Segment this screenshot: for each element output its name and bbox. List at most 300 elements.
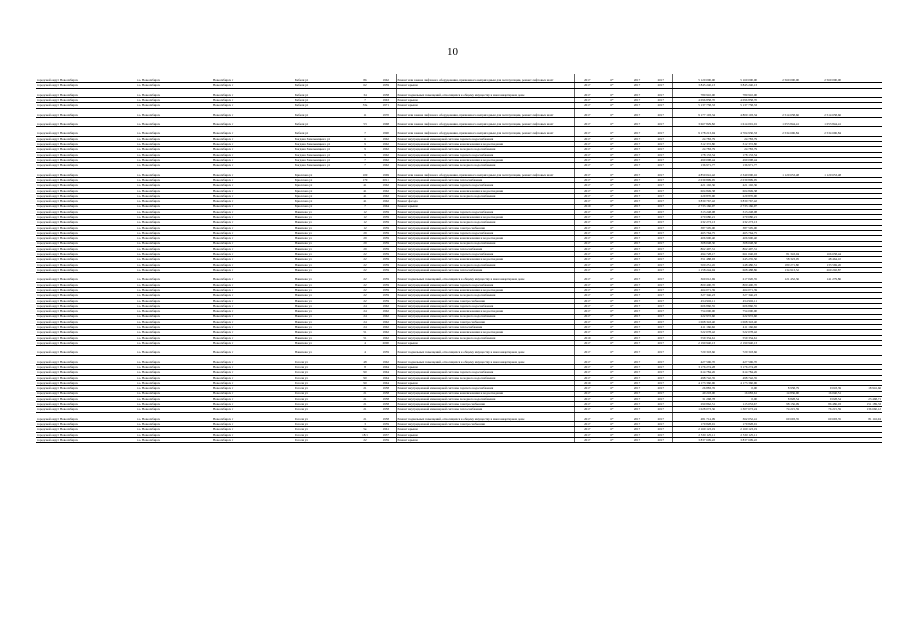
fund-cost-cell: 2 733 166,97 xyxy=(716,204,758,209)
city-cell: г.о. Новосибирск xyxy=(136,158,212,163)
plan-year-cell: 2017 xyxy=(574,375,600,380)
locality-cell: Новосибирск г xyxy=(212,355,294,364)
city-cell: г.о. Новосибирск xyxy=(136,236,212,241)
end-year-cell: 2017 xyxy=(650,136,672,141)
house-cell: 22 xyxy=(354,257,376,262)
street-cell: Бебеля ул xyxy=(294,108,354,117)
municipality-cell: городской округ Новосибирск xyxy=(36,273,136,282)
total-cost-cell: 720 318,66 xyxy=(672,346,716,355)
work-type-cell: Ремонт внутридомовой инженерной системы электроснабжения xyxy=(396,225,574,230)
start-year-cell: 2017 xyxy=(624,178,650,183)
locality-cell: Новосибирск г xyxy=(212,188,294,193)
locality-cell: Новосибирск г xyxy=(212,365,294,370)
work-type-cell: Ремонт внутридомовой инженерной системы горячего водоснабжения xyxy=(396,152,574,157)
budget-cost-cell: 81 343,04 xyxy=(758,252,800,257)
work-type-cell: Ремонт внутридомовой инженерной системы канализования и водоотведения xyxy=(396,215,574,220)
street-cell: Вавилова ул xyxy=(294,309,354,314)
plan-year-cell: 2017 xyxy=(574,103,600,108)
locality-cell: Новосибирск г xyxy=(212,230,294,235)
work-type-cell: Ремонт внутридомовой инженерной системы горячего водоснабжения xyxy=(396,136,574,141)
fund-cost-cell: 24 783,79 xyxy=(716,136,758,141)
city-cell: г.о. Новосибирск xyxy=(136,183,212,188)
work-type-cell: Ремонт крыши xyxy=(396,427,574,432)
street-cell: Гоголя ул xyxy=(294,407,354,412)
street-cell: Вавилова ул xyxy=(294,341,354,346)
total-cost-cell: 500 251,45 xyxy=(672,262,716,267)
work-type-cell: Ремонт внутридомовой инженерной системы холодного водоснабжения xyxy=(396,335,574,340)
house-cell: 7 xyxy=(354,163,376,168)
street-cell: Гоголя ул xyxy=(294,370,354,375)
code-cell: 6* xyxy=(600,230,624,235)
start-year-cell: 2017 xyxy=(624,199,650,204)
plan-year-cell: 2017 xyxy=(574,118,600,127)
house-cell: 90 xyxy=(354,370,376,375)
city-cell: г.о. Новосибирск xyxy=(136,262,212,267)
municipality-cell: городской округ Новосибирск xyxy=(36,396,136,401)
fund-cost-cell: 498 742,35 xyxy=(716,375,758,380)
municipality-cell: городской округ Новосибирск xyxy=(36,365,136,370)
total-cost-cell: 780 910,00 xyxy=(672,88,716,97)
house-cell: 21 xyxy=(354,396,376,401)
year-cell: 1962 xyxy=(376,193,396,198)
budget-cost-cell: 58 323,05 xyxy=(758,257,800,262)
locality-cell: Новосибирск г xyxy=(212,293,294,298)
code-cell: 6* xyxy=(600,370,624,375)
house-cell: 9 xyxy=(354,152,376,157)
code-cell: 6* xyxy=(600,108,624,117)
code-cell: 6* xyxy=(600,88,624,97)
code-cell: 6* xyxy=(600,74,624,83)
code-cell: 6* xyxy=(600,103,624,108)
start-year-cell: 2017 xyxy=(624,341,650,346)
street-cell: Бебеля ул xyxy=(294,118,354,127)
local-cost-cell: 9 028,54 xyxy=(800,396,842,401)
year-cell: 1962 xyxy=(376,303,396,308)
municipality-cell: городской округ Новосибирск xyxy=(36,402,136,407)
year-cell: 1963 xyxy=(376,98,396,103)
street-cell: Брюллова ул xyxy=(294,178,354,183)
house-cell: 12 xyxy=(354,215,376,220)
municipality-cell: городской округ Новосибирск xyxy=(36,147,136,152)
local-cost-cell: 76 215,59 xyxy=(800,407,842,412)
plan-year-cell: 2017 xyxy=(574,432,600,437)
city-cell: г.о. Новосибирск xyxy=(136,330,212,335)
fund-cost-cell: 387 505,00 xyxy=(716,225,758,230)
locality-cell: Новосибирск г xyxy=(212,288,294,293)
start-year-cell: 2017 xyxy=(624,152,650,157)
start-year-cell: 2017 xyxy=(624,303,650,308)
municipality-cell: городской округ Новосибирск xyxy=(36,183,136,188)
total-cost-cell: 3 830 767,42 xyxy=(672,199,716,204)
code-cell: 6* xyxy=(600,438,624,443)
locality-cell: Новосибирск г xyxy=(212,335,294,340)
municipality-cell: городской округ Новосибирск xyxy=(36,236,136,241)
table-row xyxy=(36,168,882,177)
table-row xyxy=(36,355,882,364)
local-cost-cell: 16 040,51 xyxy=(800,391,842,396)
plan-year-cell: 2017 xyxy=(574,282,600,287)
work-type-cell: Ремонт крыши xyxy=(396,432,574,437)
work-type-cell: Ремонт внутридомовой инженерной системы теплоснабжения xyxy=(396,268,574,273)
plan-year-cell: 2017 xyxy=(574,152,600,157)
fund-cost-cell: 668 488,86 xyxy=(716,268,758,273)
start-year-cell: 2017 xyxy=(624,293,650,298)
year-cell: 1958 xyxy=(376,391,396,396)
municipality-cell: городской округ Новосибирск xyxy=(36,230,136,235)
locality-cell: Новосибирск г xyxy=(212,136,294,141)
house-cell: 29 xyxy=(354,246,376,251)
city-cell: г.о. Новосибирск xyxy=(136,136,212,141)
total-cost-cell: 24 783,79 xyxy=(672,147,716,152)
work-type-cell: Ремонт внутридомовой инженерной системы электроснабжения xyxy=(396,402,574,407)
year-cell: 1959 xyxy=(376,282,396,287)
year-cell: 1962 xyxy=(376,325,396,330)
end-year-cell: 2017 xyxy=(650,158,672,163)
budget-cost-cell: 2 560 000,00 xyxy=(758,74,800,83)
fund-cost-cell: 427 596,70 xyxy=(716,355,758,364)
start-year-cell: 2017 xyxy=(624,142,650,147)
year-cell: 1959 xyxy=(376,438,396,443)
city-cell: г.о. Новосибирск xyxy=(136,147,212,152)
locality-cell: Новосибирск г xyxy=(212,147,294,152)
end-year-cell: 2017 xyxy=(650,118,672,127)
total-cost-cell: 614 784,26 xyxy=(672,370,716,375)
code-cell: 6* xyxy=(600,325,624,330)
city-cell: г.о. Новосибирск xyxy=(136,193,212,198)
end-year-cell: 2017 xyxy=(650,147,672,152)
house-cell: 29 xyxy=(354,230,376,235)
code-cell: 6* xyxy=(600,188,624,193)
work-type-cell: Ремонт внутридомовой инженерной системы канализования и водоотведения xyxy=(396,158,574,163)
fund-cost-cell: 222 972,60 xyxy=(716,314,758,319)
plan-year-cell: 2017 xyxy=(574,183,600,188)
total-cost-cell: 421 102,36 xyxy=(672,183,716,188)
fund-cost-cell: 4 704 930,33 xyxy=(716,127,758,136)
local-cost-cell: 2 560 000,00 xyxy=(800,74,842,83)
work-type-cell: Ремонт внутридомовой инженерной системы холодного водоснабжения xyxy=(396,314,574,319)
code-cell: 6* xyxy=(600,268,624,273)
start-year-cell: 2017 xyxy=(624,355,650,364)
municipality-cell: городской округ Новосибирск xyxy=(36,163,136,168)
work-type-cell: Ремонт внутридомовой инженерной системы теплоснабжения xyxy=(396,178,574,183)
locality-cell: Новосибирск г xyxy=(212,412,294,421)
city-cell: г.о. Новосибирск xyxy=(136,309,212,314)
city-cell: г.о. Новосибирск xyxy=(136,407,212,412)
house-cell: 100 xyxy=(354,168,376,177)
start-year-cell: 2017 xyxy=(624,370,650,375)
year-cell: 1937 xyxy=(376,432,396,437)
municipality-cell: городской округ Новосибирск xyxy=(36,204,136,209)
fund-cost-cell: 661 040,03 xyxy=(716,252,758,257)
plan-year-cell: 2017 xyxy=(574,236,600,241)
street-cell: Гоголя ул xyxy=(294,432,354,437)
municipality-cell: городской округ Новосибирск xyxy=(36,83,136,88)
end-year-cell: 2017 xyxy=(650,168,672,177)
code-cell: 6* xyxy=(600,273,624,282)
year-cell: 1962 xyxy=(376,136,396,141)
budget-cost-cell: 134 913,52 xyxy=(758,268,800,273)
end-year-cell: 2017 xyxy=(650,370,672,375)
code-cell: 6* xyxy=(600,142,624,147)
work-type-cell: Ремонт внутридомовой инженерной системы горячего водоснабжения xyxy=(396,230,574,235)
locality-cell: Новосибирск г xyxy=(212,298,294,303)
plan-year-cell: 2017 xyxy=(574,147,600,152)
plan-year-cell: 2017 xyxy=(574,136,600,141)
fund-cost-cell: 800 400,70 xyxy=(716,282,758,287)
city-cell: г.о. Новосибирск xyxy=(136,341,212,346)
street-cell: Богдана Хмельницкого ул xyxy=(294,158,354,163)
total-cost-cell: 222 972,60 xyxy=(672,314,716,319)
total-cost-cell: 3 176 274,28 xyxy=(672,365,716,370)
start-year-cell: 2017 xyxy=(624,438,650,443)
code-cell: 6* xyxy=(600,215,624,220)
fund-cost-cell: 178 133,54 xyxy=(716,152,758,157)
locality-cell: Новосибирск г xyxy=(212,103,294,108)
start-year-cell: 2017 xyxy=(624,422,650,427)
end-year-cell: 2017 xyxy=(650,346,672,355)
code-cell: 6* xyxy=(600,432,624,437)
start-year-cell: 2017 xyxy=(624,193,650,198)
locality-cell: Новосибирск г xyxy=(212,209,294,214)
total-cost-cell: 5 120 000,00 xyxy=(672,74,716,83)
plan-year-cell: 2017 xyxy=(574,298,600,303)
work-type-cell: Ремонт крыши xyxy=(396,103,574,108)
street-cell: Брюллова ул xyxy=(294,168,354,177)
plan-year-cell: 2017 xyxy=(574,330,600,335)
locality-cell: Новосибирск г xyxy=(212,319,294,324)
fund-cost-cell: 2 340 000,16 xyxy=(716,168,758,177)
city-cell: г.о. Новосибирск xyxy=(136,199,212,204)
street-cell: Вавилова ул xyxy=(294,303,354,308)
city-cell: г.о. Новосибирск xyxy=(136,386,212,391)
end-year-cell: 2017 xyxy=(650,252,672,257)
end-year-cell: 2017 xyxy=(650,163,672,168)
city-cell: г.о. Новосибирск xyxy=(136,168,212,177)
street-cell: Вавилова ул xyxy=(294,246,354,251)
municipality-cell: городской округ Новосибирск xyxy=(36,303,136,308)
municipality-cell: городской округ Новосибирск xyxy=(36,136,136,141)
year-cell: 1959 xyxy=(376,288,396,293)
year-cell: 1959 xyxy=(376,83,396,88)
fund-cost-cell: 5 137 758,33 xyxy=(716,103,758,108)
table-row xyxy=(36,88,882,97)
house-cell: 29 xyxy=(354,241,376,246)
fund-cost-cell: 862 497,31 xyxy=(716,246,758,251)
work-type-cell: Ремонт внутридомовой инженерной системы горячего водоснабжения xyxy=(396,303,574,308)
plan-year-cell: 2017 xyxy=(574,288,600,293)
end-year-cell: 2017 xyxy=(650,293,672,298)
house-cell: 5к xyxy=(354,427,376,432)
house-cell: 24 xyxy=(354,309,376,314)
local-cost-cell: 60 693,35 xyxy=(800,412,842,421)
budget-cost-cell: 1 053 844,41 xyxy=(758,118,800,127)
locality-cell: Новосибирск г xyxy=(212,330,294,335)
code-cell: 6* xyxy=(600,257,624,262)
fund-cost-cell: 2 039 899,95 xyxy=(716,178,758,183)
end-year-cell: 2017 xyxy=(650,74,672,83)
start-year-cell: 2017 xyxy=(624,380,650,385)
street-cell: Гоголя ул xyxy=(294,355,354,364)
year-cell: 1962 xyxy=(376,309,396,314)
year-cell: 1959 xyxy=(376,257,396,262)
house-cell: 11 xyxy=(354,108,376,117)
municipality-cell: городской округ Новосибирск xyxy=(36,262,136,267)
end-year-cell: 2017 xyxy=(650,257,672,262)
locality-cell: Новосибирск г xyxy=(212,386,294,391)
code-cell: 6* xyxy=(600,168,624,177)
city-cell: г.о. Новосибирск xyxy=(136,335,212,340)
local-cost-cell xyxy=(800,438,842,443)
plan-year-cell: 2017 xyxy=(574,257,600,262)
city-cell: г.о. Новосибирск xyxy=(136,74,212,83)
locality-cell: Новосибирск г xyxy=(212,83,294,88)
work-type-cell: Ремонт крыши xyxy=(396,204,574,209)
total-cost-cell: 4 173 360,96 xyxy=(672,380,716,385)
city-cell: г.о. Новосибирск xyxy=(136,303,212,308)
start-year-cell: 2017 xyxy=(624,183,650,188)
work-type-cell: Ремонт внутридомовой инженерной системы канализования и водоотведения xyxy=(396,330,574,335)
house-cell: 22 xyxy=(354,298,376,303)
city-cell: г.о. Новосибирск xyxy=(136,220,212,225)
code-cell: 6* xyxy=(600,183,624,188)
municipality-cell: городской округ Новосибирск xyxy=(36,319,136,324)
end-year-cell: 2017 xyxy=(650,427,672,432)
city-cell: г.о. Новосибирск xyxy=(136,241,212,246)
total-cost-cell: 5 137 758,33 xyxy=(672,103,716,108)
locality-cell: Новосибирск г xyxy=(212,407,294,412)
year-cell: 1959 xyxy=(376,220,396,225)
municipality-cell: городской округ Новосибирск xyxy=(36,438,136,443)
locality-cell: Новосибирск г xyxy=(212,257,294,262)
plan-year-cell: 2017 xyxy=(574,246,600,251)
year-cell: 1962 xyxy=(376,163,396,168)
year-cell: 1964 xyxy=(376,365,396,370)
work-type-cell: Ремонт или замена лифтового оборудования, признанного непригодным для эксплуатации, ремонт лифтовых шахт xyxy=(396,127,574,136)
start-year-cell: 2017 xyxy=(624,188,650,193)
code-cell: 6* xyxy=(600,282,624,287)
street-cell: Вавилова ул xyxy=(294,346,354,355)
work-type-cell: Ремонт или замена лифтового оборудования, признанного непригодным для эксплуатации, ремонт лифтовых шахт xyxy=(396,108,574,117)
year-cell: 1959 xyxy=(376,241,396,246)
locality-cell: Новосибирск г xyxy=(212,303,294,308)
code-cell: 6* xyxy=(600,288,624,293)
street-cell: Вавилова ул xyxy=(294,225,354,230)
register-table xyxy=(36,74,882,443)
street-cell: Вавилова ул xyxy=(294,257,354,262)
city-cell: г.о. Новосибирск xyxy=(136,142,212,147)
total-cost-cell: 387 505,00 xyxy=(672,225,716,230)
work-type-cell: Ремонт внутридомовой инженерной системы канализования и водоотведения xyxy=(396,142,574,147)
total-cost-cell: 3 667 829,82 xyxy=(672,118,716,127)
local-cost-cell: 86 486,03 xyxy=(800,402,842,407)
total-cost-cell: 3 845 240,13 xyxy=(672,83,716,88)
work-type-cell: Ремонт крыши xyxy=(396,380,574,385)
code-cell: 6* xyxy=(600,355,624,364)
city-cell: г.о. Новосибирск xyxy=(136,225,212,230)
start-year-cell: 2017 xyxy=(624,325,650,330)
year-cell: 1959 xyxy=(376,298,396,303)
total-cost-cell: 3 837 609,22 xyxy=(672,438,716,443)
year-cell: 1959 xyxy=(376,246,396,251)
city-cell: г.о. Новосибирск xyxy=(136,325,212,330)
code-cell: 6* xyxy=(600,330,624,335)
work-type-cell: Ремонт внутридомовой инженерной системы электроснабжения xyxy=(396,298,574,303)
locality-cell: Новосибирск г xyxy=(212,88,294,97)
city-cell: г.о. Новосибирск xyxy=(136,246,212,251)
street-cell: Вавилова ул xyxy=(294,325,354,330)
municipality-cell: городской округ Новосибирск xyxy=(36,288,136,293)
year-cell: 1962 xyxy=(376,142,396,147)
year-cell: 1962 xyxy=(376,183,396,188)
municipality-cell: городской округ Новосибирск xyxy=(36,127,136,136)
locality-cell: Новосибирск г xyxy=(212,375,294,380)
end-year-cell: 2017 xyxy=(650,391,672,396)
local-cost-cell: 141 279,86 xyxy=(800,273,842,282)
work-type-cell: Ремонт внутридомовой инженерной системы канализования и водоотведения xyxy=(396,188,574,193)
locality-cell: Новосибирск г xyxy=(212,391,294,396)
street-cell: Гоголя ул xyxy=(294,375,354,380)
total-cost-cell: 2 190 940,13 xyxy=(672,341,716,346)
fund-cost-cell: 606 860,55 xyxy=(716,303,758,308)
house-cell: 7 xyxy=(354,204,376,209)
plan-year-cell: 2017 xyxy=(574,178,600,183)
work-type-cell: Ремонт внутридомовой инженерной системы холодного водоснабжения xyxy=(396,293,574,298)
municipality-cell: городской округ Новосибирск xyxy=(36,293,136,298)
fund-cost-cell: 1 307 673,24 xyxy=(716,407,758,412)
start-year-cell: 2017 xyxy=(624,108,650,117)
city-cell: г.о. Новосибирск xyxy=(136,380,212,385)
street-cell: Брюллова ул xyxy=(294,188,354,193)
fund-cost-cell: 780 910,00 xyxy=(716,88,758,97)
street-cell: Гоголя ул xyxy=(294,438,354,443)
budget-cost-cell: 180 271,80 xyxy=(758,262,800,267)
table-row xyxy=(36,438,882,443)
city-cell: г.о. Новосибирск xyxy=(136,163,212,168)
locality-cell: Новосибирск г xyxy=(212,152,294,157)
locality-cell: Новосибирск г xyxy=(212,127,294,136)
municipality-cell: городской округ Новосибирск xyxy=(36,118,136,127)
total-cost-cell: 327 346,23 xyxy=(672,293,716,298)
work-type-cell: Ремонт внутридомовой инженерной системы холодного водоснабжения xyxy=(396,396,574,401)
house-cell: 53 xyxy=(354,118,376,127)
work-type-cell: Ремонт внутридомовой инженерной системы горячего водоснабжения xyxy=(396,252,574,257)
municipality-cell: городской округ Новосибирск xyxy=(36,74,136,83)
street-cell: Вавилова ул xyxy=(294,230,354,235)
owner-cost-cell: 81 116,04 xyxy=(842,412,882,421)
locality-cell: Новосибирск г xyxy=(212,432,294,437)
street-cell: Брюллова ул xyxy=(294,204,354,209)
municipality-cell: городской округ Новосибирск xyxy=(36,282,136,287)
house-cell: 24 xyxy=(354,325,376,330)
owner-cost-cell: 23 468,71 xyxy=(842,396,882,401)
fund-cost-cell: 1 614 001,01 xyxy=(716,118,758,127)
total-cost-cell: 229 870,90 xyxy=(672,193,716,198)
year-cell: 1959 xyxy=(376,225,396,230)
year-cell: 1961 xyxy=(376,427,396,432)
fund-cost-cell: 411 166,66 xyxy=(716,325,758,330)
fund-cost-cell: 559 334,61 xyxy=(716,335,758,340)
fund-cost-cell: 327 346,23 xyxy=(716,293,758,298)
house-cell: 7 xyxy=(354,98,376,103)
end-year-cell: 2017 xyxy=(650,303,672,308)
city-cell: г.о. Новосибирск xyxy=(136,209,212,214)
local-cost-cell: 133 569,26 xyxy=(800,262,842,267)
fund-cost-cell: 2 530 125,11 xyxy=(716,432,758,437)
end-year-cell: 2017 xyxy=(650,220,672,225)
street-cell: Вавилова ул xyxy=(294,268,354,273)
locality-cell: Новосибирск г xyxy=(212,396,294,401)
plan-year-cell: 2017 xyxy=(574,402,600,407)
